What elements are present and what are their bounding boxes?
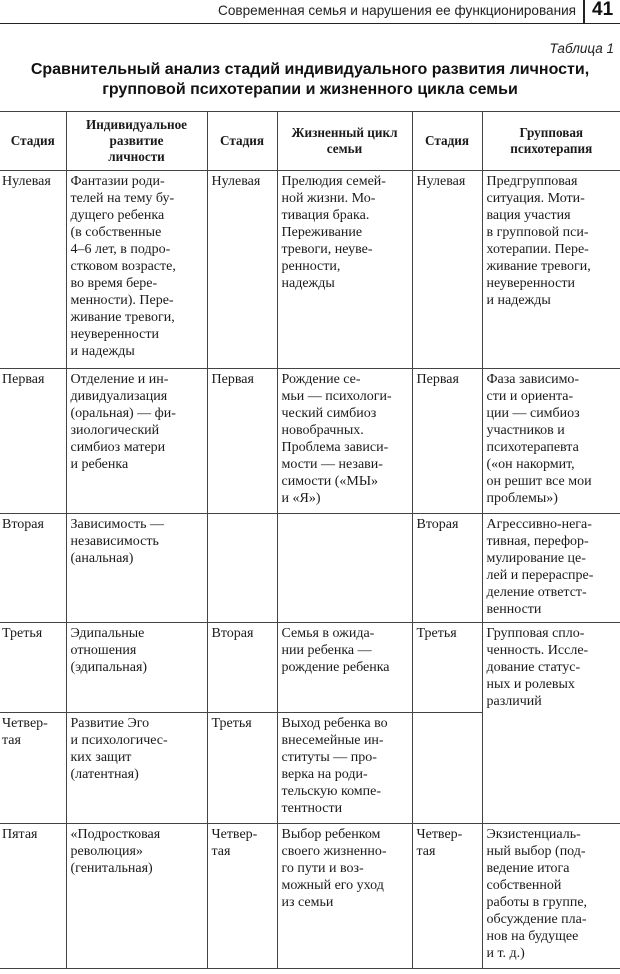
cell-line: (эдипальная)	[70, 660, 148, 675]
cell-line: тревоги, неуве-	[281, 242, 373, 257]
cell-group-stage	[412, 369, 482, 514]
cell-line: можный его уход	[281, 878, 384, 893]
cell-line: Вторая	[416, 517, 459, 532]
cell-line: Четвер-	[211, 827, 258, 842]
cell-family-stage	[207, 824, 277, 969]
cell-group-stage	[412, 171, 482, 369]
cell-line: из семьи	[281, 895, 334, 910]
cell-individual	[66, 713, 207, 824]
cell-line: ситуация. Моти-	[486, 191, 585, 206]
cell-line: вация участия	[486, 208, 571, 223]
table-row	[0, 623, 620, 713]
cell-line: живание тревоги,	[486, 259, 591, 274]
cell-family-stage	[207, 171, 277, 369]
cell-line: 4–6 лет, в подро-	[70, 242, 171, 257]
cell-line: Агрессивно-нега-	[486, 517, 592, 532]
cell-individual	[66, 514, 207, 623]
cell-line: сти и ориента-	[486, 389, 574, 404]
cell-line: личности	[108, 149, 165, 164]
cell-line: Рождение се-	[281, 372, 361, 387]
cell-line: (анальная)	[70, 551, 134, 566]
cell-line: нии ребенка —	[281, 643, 372, 658]
cell-line: во время бере-	[70, 276, 158, 291]
table-caption-line: Сравнительный анализ стадий индивидуального развития личности,	[30, 61, 590, 78]
table-caption-line: групповой психотерапии и жизненного цикла семьи	[102, 81, 518, 98]
page-number: 41	[592, 0, 614, 20]
cell-line: го пути и воз-	[281, 861, 364, 876]
running-head-rule	[0, 23, 620, 24]
cell-line: в групповой пси-	[486, 225, 589, 240]
cell-line: Семья в ожида-	[281, 626, 375, 641]
header-individual-development	[66, 112, 207, 171]
cell-individual	[66, 369, 207, 514]
cell-line: ции — симбиоз	[486, 406, 580, 421]
cell-line: Четвер-	[416, 827, 463, 842]
cell-individual	[66, 623, 207, 713]
cell-line: живание тревоги,	[70, 310, 175, 325]
cell-line: революция»	[70, 844, 143, 859]
cell-group	[482, 514, 620, 623]
cell-family-stage	[207, 369, 277, 514]
cell-line: менности). Пере-	[70, 293, 174, 308]
cell-line: Нулевая	[211, 174, 261, 189]
cell-line: тельскую компе-	[281, 784, 382, 799]
comparison-table	[0, 111, 620, 969]
cell-line: и ребенка	[70, 457, 129, 472]
cell-line: ных и ролевых	[486, 677, 575, 692]
cell-stage	[0, 623, 66, 713]
cell-line: Прелюдия семей-	[281, 174, 386, 189]
cell-line: ческий симбиоз	[281, 406, 377, 421]
cell-line: Выбор ребенком	[281, 827, 381, 842]
cell-line: хотерапии. Пере-	[486, 242, 589, 257]
cell-line: и «Я»)	[281, 491, 321, 506]
cell-line: Третья	[2, 626, 43, 641]
cell-line: Проблема зависи-	[281, 440, 389, 455]
cell-line: рождение ребенка	[281, 660, 390, 675]
table-header-row	[0, 112, 620, 171]
cell-line: отношения	[70, 643, 137, 658]
cell-line: Пятая	[2, 827, 38, 842]
header-family-life-cycle	[277, 112, 412, 171]
cell-line: верка на роди-	[281, 767, 368, 782]
cell-line: надежды	[281, 276, 335, 291]
cell-group	[482, 369, 620, 514]
cell-line: (в собственные	[70, 225, 162, 240]
cell-family	[277, 171, 412, 369]
cell-line: ституты — про-	[281, 750, 377, 765]
cell-line: деление ответст-	[486, 585, 587, 600]
cell-line: Экзистенциаль-	[486, 827, 581, 842]
cell-line: Групповая спло-	[486, 626, 585, 641]
cell-line: Первая	[2, 372, 45, 387]
cell-stage	[0, 713, 66, 824]
cell-line: дивидуализация	[70, 389, 168, 404]
cell-line: Фантазии роди-	[70, 174, 165, 189]
cell-line: Нулевая	[2, 174, 51, 189]
cell-line: Зависимость —	[70, 517, 164, 532]
cell-line: нов на будущее	[486, 929, 579, 944]
cell-line: своего жизненно-	[281, 844, 387, 859]
cell-individual	[66, 824, 207, 969]
cell-line: мьи — психологи-	[281, 389, 392, 404]
cell-line: симбиоз матери	[70, 440, 166, 455]
cell-line: (генитальная)	[70, 861, 153, 876]
cell-line: Индивидуальное	[85, 117, 188, 132]
cell-line: мости — незави-	[281, 457, 383, 472]
cell-line: Четвер-	[2, 716, 48, 731]
cell-line: тая	[2, 733, 21, 748]
cell-line: тая	[416, 844, 436, 859]
table-row	[0, 514, 620, 623]
header-stage	[412, 112, 482, 171]
cell-line: семьи	[326, 141, 363, 156]
cell-line: Стадия	[10, 133, 55, 148]
cell-line: венности	[486, 602, 542, 617]
cell-family	[277, 514, 412, 623]
cell-line: тивная, перефор-	[486, 534, 589, 549]
cell-line: (латентная)	[70, 767, 139, 782]
cell-stage	[0, 514, 66, 623]
cell-family	[277, 623, 412, 713]
cell-line: Переживание	[281, 225, 363, 240]
cell-line: ких защит	[70, 750, 132, 765]
cell-family-stage	[207, 623, 277, 713]
running-head-title: Современная семья и нарушения ее функционирования	[218, 3, 577, 18]
table-row	[0, 171, 620, 369]
cell-line: Эдипальные	[70, 626, 145, 641]
cell-line: Третья	[211, 716, 252, 731]
header-stage	[207, 112, 277, 171]
cell-family	[277, 824, 412, 969]
table-row	[0, 824, 620, 969]
cell-stage	[0, 171, 66, 369]
cell-line: симости («МЫ»	[281, 474, 379, 489]
cell-line: внесемейные ин-	[281, 733, 384, 748]
cell-line: дущего ребенка	[70, 208, 165, 223]
header-stage	[0, 112, 66, 171]
cell-family	[277, 713, 412, 824]
cell-line: («он накормит,	[486, 457, 575, 472]
cell-group-stage	[412, 623, 482, 713]
cell-line: ный выбор (под-	[486, 844, 586, 859]
cell-line: психотерапевта	[486, 440, 579, 455]
running-head	[0, 0, 620, 24]
cell-line: различий	[486, 694, 542, 709]
cell-line: Первая	[416, 372, 459, 387]
cell-group-stage	[412, 514, 482, 623]
cell-line: ренности,	[281, 259, 341, 274]
cell-line: Групповая	[519, 125, 584, 140]
cell-line: работы в группе,	[486, 895, 588, 910]
cell-line: Нулевая	[416, 174, 466, 189]
cell-line: Вторая	[211, 626, 254, 641]
table-caption	[0, 60, 620, 100]
cell-line: Стадия	[425, 133, 469, 148]
cell-line: Жизненный цикл	[291, 125, 398, 140]
cell-line: ведение итога	[486, 861, 570, 876]
cell-line: неуверенности	[70, 327, 159, 342]
cell-line: Фаза зависимо-	[486, 372, 580, 387]
cell-line: дование статус-	[486, 660, 581, 675]
cell-line: и т. д.)	[486, 946, 525, 961]
cell-stage	[0, 824, 66, 969]
header-group-psychotherapy	[482, 112, 620, 171]
cell-group	[482, 824, 620, 969]
cell-line: неуверенности	[486, 276, 575, 291]
cell-line: и надежды	[70, 344, 135, 359]
table-label: Таблица 1	[549, 41, 614, 56]
cell-line: Третья	[416, 626, 457, 641]
cell-line: Стадия	[220, 133, 264, 148]
table-row	[0, 369, 620, 514]
cell-individual	[66, 171, 207, 369]
cell-line: лей и перераспре-	[486, 568, 594, 583]
cell-line: новобрачных.	[281, 423, 364, 438]
cell-line: телей на тему бу-	[70, 191, 175, 206]
cell-family-stage	[207, 514, 277, 623]
cell-line: ченность. Иссле-	[486, 643, 589, 658]
cell-line: обсуждение пла-	[486, 912, 587, 927]
cell-line: развитие	[109, 133, 164, 148]
cell-line: проблемы»)	[486, 491, 558, 506]
cell-line: ной жизни. Мо-	[281, 191, 376, 206]
cell-line: Первая	[211, 372, 254, 387]
cell-line: «Подростковая	[70, 827, 161, 842]
cell-stage	[0, 369, 66, 514]
cell-group	[482, 171, 620, 369]
cell-family	[277, 369, 412, 514]
cell-line: мулирование це-	[486, 551, 586, 566]
cell-line: тентности	[281, 801, 343, 816]
cell-line: Развитие Эго	[70, 716, 150, 731]
cell-line: Вторая	[2, 517, 44, 532]
cell-line: Выход ребенка во	[281, 716, 388, 731]
cell-line: независимость	[70, 534, 159, 549]
cell-line: Отделение и ин-	[70, 372, 169, 387]
cell-line: стковом возрасте,	[70, 259, 176, 274]
cell-line: (оральная) — фи-	[70, 406, 176, 421]
cell-line: тивация брака.	[281, 208, 370, 223]
cell-line: и психологичес-	[70, 733, 168, 748]
cell-line: Предгрупповая	[486, 174, 578, 189]
cell-group-stage	[412, 713, 482, 824]
cell-line: и надежды	[486, 293, 551, 308]
cell-line: тая	[211, 844, 231, 859]
cell-family-stage	[207, 713, 277, 824]
cell-group-stage	[412, 824, 482, 969]
cell-line: он решит все мои	[486, 474, 592, 489]
cell-line: участников и	[486, 423, 565, 438]
cell-line: зиологический	[70, 423, 160, 438]
cell-line: собственной	[486, 878, 562, 893]
cell-line: психотерапия	[510, 141, 593, 156]
running-head-separator	[583, 0, 585, 24]
cell-group	[482, 623, 620, 824]
